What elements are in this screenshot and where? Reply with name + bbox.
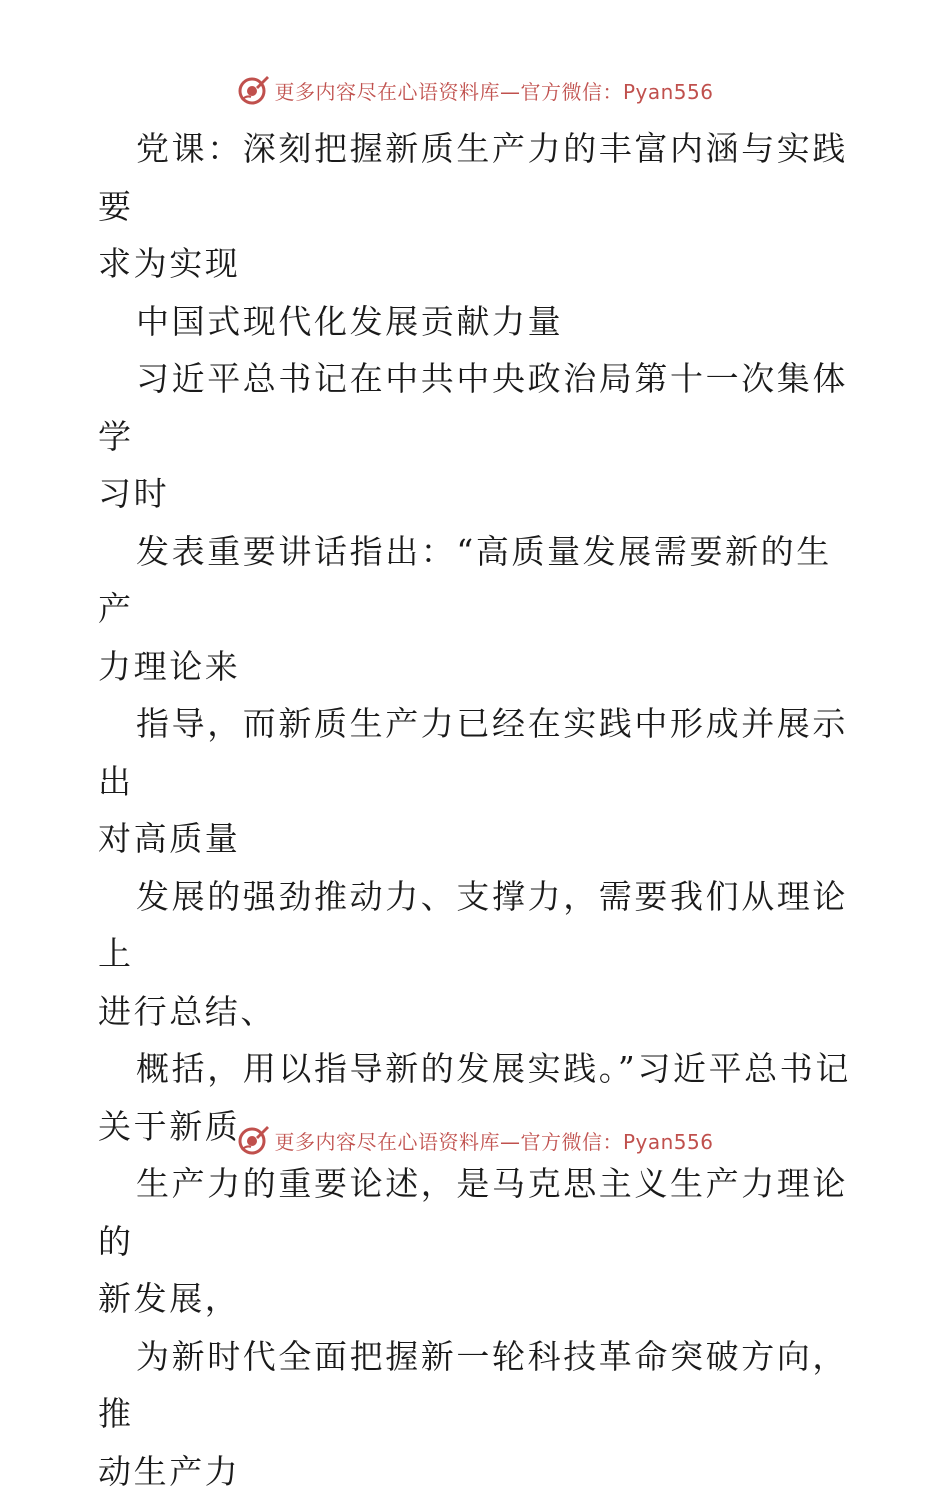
line-continuation: 力理论来 <box>98 638 858 696</box>
line-continuation: 对高质量 <box>98 810 858 868</box>
line-continuation: 进行总结、 <box>98 983 858 1041</box>
line-first: 中国式现代化发展贡献力量 <box>136 302 563 341</box>
document-body <box>98 120 858 1500</box>
line-first: 发展的强劲推动力、支撑力，需要我们从理论上 <box>98 877 848 974</box>
line-first: 党课：深刻把握新质生产力的丰富内涵与实践要 <box>98 129 848 226</box>
line-first: 习近平总书记在中共中央政治局第十一次集体学 <box>98 359 848 456</box>
header-banner <box>0 70 950 110</box>
pen-seal-icon <box>236 73 270 107</box>
line-first: 为新时代全面把握新一轮科技革命突破方向，推 <box>98 1337 848 1434</box>
paragraph-line <box>98 350 858 523</box>
line-continuation: 动生产力 <box>98 1443 858 1500</box>
footer-banner-text: 更多内容尽在心语资料库—官方微信：Pyan556 <box>274 1126 713 1155</box>
line-first: 概括，用以指导新的发展实践。”习近平总书记 <box>136 1049 851 1088</box>
header-banner-inner <box>236 73 713 107</box>
paragraph-line <box>98 293 858 351</box>
line-continuation: 新发展， <box>98 1270 858 1328</box>
paragraph-line <box>98 523 858 696</box>
footer-banner <box>0 1120 950 1160</box>
line-first: 发表重要讲话指出：“高质量发展需要新的生产 <box>98 532 832 629</box>
pen-seal-icon <box>236 1123 270 1157</box>
line-first: 指导，而新质生产力已经在实践中形成并展示出 <box>98 704 848 801</box>
line-continuation: 关于新质 <box>98 1098 858 1156</box>
paragraph-line <box>98 120 858 293</box>
paragraph-line <box>98 1155 858 1328</box>
footer-banner-inner <box>236 1123 713 1157</box>
line-continuation: 习时 <box>98 465 858 523</box>
paragraph-line <box>98 1328 858 1500</box>
line-continuation: 求为实现 <box>98 235 858 293</box>
line-first: 生产力的重要论述，是马克思主义生产力理论的 <box>98 1164 848 1261</box>
paragraph-line <box>98 868 858 1041</box>
paragraph-line <box>98 695 858 868</box>
header-banner-text: 更多内容尽在心语资料库—官方微信：Pyan556 <box>274 76 713 105</box>
